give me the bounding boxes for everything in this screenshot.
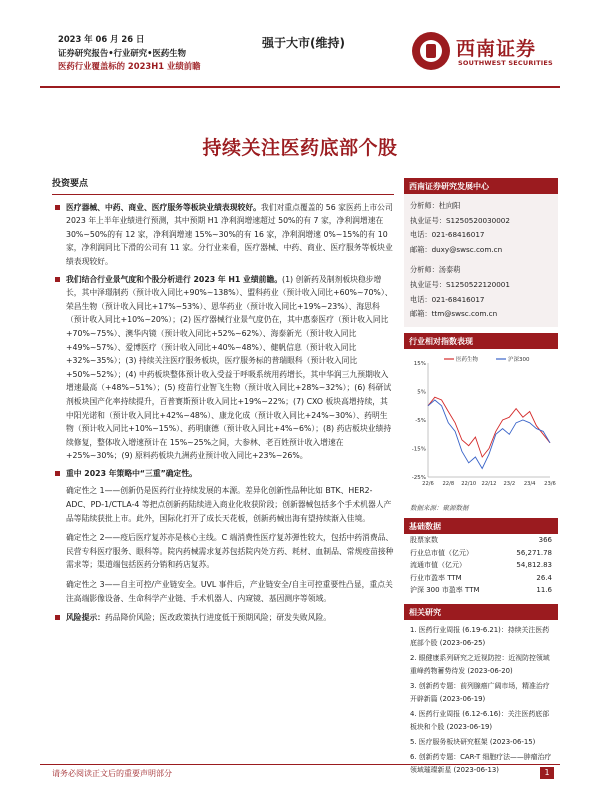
table-row [404, 534, 558, 547]
related-research-list [404, 620, 558, 783]
summary-point-1 [52, 201, 394, 269]
related-link-1[interactable]: 1. 医药行业周报 (6.19-6.21)：持续关注医药底部个股 (2023-06-25) [410, 626, 550, 648]
point-1-lead: 医疗器械、中药、商业、医疗服务等板块业绩表现较好。 [66, 202, 261, 212]
point-2-text: (1) 创新药及制剂板块稳步增长，其中泽璟制药（预计收入同比+90%~138%）、盟科药业（预计收入同比+60%~70%）、荣昌生物（预计收入同比+17%~53%）、恩华药业（预计收入同比+19%~23%）、海思科（预计收入同比+10%~20%）；(2) 医疗器械行业景气度仍在，其中惠泰医疗（预计收入同比+70%~75%）、澳华内镜（预计收入同比+52%~62%）、海泰新光（预计收入同比+49%~57%）、爱博医疗（预计收入同比+40%~48%）、健帆信息（预计收入同比+32%~35%）；(3) 持续关注医疗服务板块，医疗服务标的普瑞眼科（预计收入同比+50%~52%）；(4) 中药板块整体预计收入受益于呼吸系统用药增长，其中华润三九预期收入增速最高（+48%~51%）；(5) 疫苗行业智飞生物（预计收入同比+28%~32%）；(6) 科研试剂板块国产化率持续提升，百普赛斯预计收入同比+19%~22%；(7) CXO 板块高增持续，其中阳光诺和（预计收入同比+42%~48%）、康龙化成（预计收入同比+24%~30%）、药明生物（预计收入同比+10%~15%）、药明康德（预计收入同比+4%~6%）；(8) 药店板块业绩持续修复，整体收入增速预计在 15%~25%之间，大参林、老百姓预计收入增速在+25%~30%；(9) 原料药板块九洲药业预计收入同比+23%~26%。 [66, 274, 393, 461]
x-tick-label: 22/10 [461, 480, 477, 487]
series-line-1 [428, 397, 550, 457]
summary-point-3 [52, 467, 394, 605]
report-date: 2023 年 06 月 26 日 [58, 34, 145, 44]
investment-summary [52, 178, 394, 629]
analyst-2-mail[interactable]: 邮箱：ttm@swsc.com.cn [410, 309, 498, 319]
x-tick-label: 22/12 [481, 480, 497, 487]
row-value: 366 [538, 536, 552, 544]
table-row [404, 546, 558, 559]
row-label: 行业市盈率 TTM [410, 573, 462, 582]
row-value: 54,812.83 [516, 561, 552, 569]
summary-point-2 [52, 273, 394, 463]
legend-label-2: 沪深300 [508, 356, 530, 363]
point-2-lead: 我们结合行业景气度和个股分析进行 2023 年 H1 业绩前瞻。 [66, 274, 283, 284]
summary-heading: 投资要点 [52, 178, 394, 195]
header-divider [40, 86, 560, 88]
base-data-table [404, 534, 558, 597]
related-link-4[interactable]: 4. 医药行业周报 (6.12-6.16)：关注医药底部板块和个股 (2023-06-19) [410, 710, 550, 732]
analyst-2-cert: 执业证号：S1250522120001 [410, 279, 510, 289]
series-line-2 [428, 400, 550, 469]
certainty-1: 确定性之 1——创新仍是医药行业持续发展的本源。差异化创新性品种比如 BTK、HER2-ADC、PD-1/CTLA-4 等把点创新药陆续进入商业化收获阶段；创新器械包括多个手术机器人产品等陆续获批上市。此外，国际化打开了成长天花板，创新药械出海有望持续渐入佳境。 [66, 486, 392, 523]
related-link-2[interactable]: 2. 眼健康系列研究之近视防控：近视防控领域重峰药物蓄势待发 (2023-06-20) [410, 654, 550, 676]
row-label: 沪深 300 市盈率 TTM [410, 586, 480, 594]
y-tick-label: -5% [415, 417, 426, 424]
footer-divider [40, 764, 560, 765]
logo-text-en: SOUTHWEST SECURITIES [458, 59, 553, 67]
point-3-lead: 重中 2023 年策略中“三重”确定性。 [66, 468, 197, 478]
related-heading: 相关研究 [404, 604, 558, 620]
y-tick-label: -25% [411, 474, 426, 481]
x-tick-label: 23/6 [544, 480, 556, 487]
point-1-text: 我们对重点覆盖的 56 家医药上市公司 2023 年上半年业绩进行预测，其中预期 H1 净利润增速超过 50%的有 7 家，净利润增速在 30%~50%的有 12 家，净利润增速 15%~30%的有 16 家，净利润增速 0%~15%的有 10 家，净利润同比下滑的公司有 11 家。分行业来看，医疗器械、中药、商业、医疗服务等板块业绩表现较好。 [66, 202, 393, 266]
table-row [404, 559, 558, 572]
analyst-2-tel: 电话：021-68416017 [410, 294, 485, 304]
x-tick-label: 22/8 [442, 480, 455, 487]
risk-warning [52, 611, 394, 625]
sidebar [404, 178, 558, 783]
report-subtitle: 医药行业覆盖标的 2023H1 业绩前瞻 [58, 61, 201, 71]
logo-text-cn: 西南证券 [456, 38, 537, 60]
logo-emblem-icon [412, 32, 450, 70]
row-label: 股票家数 [410, 536, 438, 544]
y-tick-label: 5% [417, 389, 426, 396]
risk-lead: 风险提示： [66, 613, 105, 623]
x-tick-label: 23/2 [503, 480, 516, 487]
chart-heading: 行业相对指数表现 [404, 333, 558, 349]
report-type: 证券研究报告•行业研究•医药生物 [58, 47, 186, 58]
row-value: 11.6 [536, 586, 552, 594]
x-tick-label: 23/4 [523, 480, 536, 487]
analyst-list [404, 194, 558, 327]
row-value: 56,271.78 [516, 548, 552, 557]
row-label: 流通市值（亿元） [410, 561, 466, 569]
table-row [404, 571, 558, 584]
analyst-1-cert: 执业证号：S1250520030002 [410, 215, 510, 225]
x-tick-label: 22/6 [422, 480, 434, 487]
table-row [404, 584, 558, 597]
row-label: 行业总市值（亿元） [410, 548, 473, 557]
relative-index-chart [404, 349, 558, 499]
page-number: 1 [540, 767, 554, 779]
legend-label-1: 医药生物 [456, 356, 479, 363]
industry-rating: 强于大市(维持) [262, 36, 345, 50]
related-link-6[interactable]: 6. 创新药专题：CAR-T 细胞疗法——肿瘤治疗领域璀璨新星 (2023-06-13) [410, 753, 552, 775]
y-tick-label: 15% [413, 360, 426, 367]
risk-text: 药品降价风险；医改政策执行进度低于预期风险；研发失败风险。 [104, 613, 332, 623]
analyst-2-name: 分析师：汤泰萌 [410, 265, 461, 275]
certainty-2: 确定性之 2——疫后医疗复苏亦是核心主线。C 端消费性医疗复苏弹性较大，包括中药消费品、民营专科医疗服务、眼科等。院内药械需求复苏包括院内处方药、耗材、血制品、常规疫苗接种需求等；渠道端包括医药分销和药店复苏。 [66, 533, 394, 570]
company-logo [412, 32, 554, 72]
y-tick-label: -15% [411, 446, 426, 453]
report-title: 持续关注医药底部个股 [202, 137, 398, 159]
analyst-1-name: 分析师：杜向阳 [410, 201, 461, 210]
footer-notice: 请务必阅读正文后的重要声明部分 [52, 769, 172, 778]
analyst-1-tel: 电话：021-68416017 [410, 230, 485, 240]
header-meta [58, 33, 258, 74]
certainty-3: 确定性之 3——自主可控/产业链安全。UVL 事件后，产业链安全/自主可控重要性凸显，重点关注高端影像设备、生命科学产业链、手术机器人、内窥镜、基因测序等领域。 [66, 580, 393, 603]
row-value: 26.4 [536, 573, 552, 582]
chart-source: 数据来源：聚源数据 [410, 503, 469, 512]
base-data-heading: 基础数据 [404, 518, 558, 534]
analyst-heading: 西南证券研究发展中心 [404, 178, 558, 194]
analyst-1-mail[interactable]: 邮箱：duxy@swsc.com.cn [410, 244, 503, 254]
related-link-3[interactable]: 3. 创新药专题：前列腺癌广阔市场，精准治疗开辟新篇 (2023-06-19) [410, 682, 550, 704]
related-link-5[interactable]: 5. 医疗服务板块研究框架 (2023-06-15) [410, 738, 536, 747]
